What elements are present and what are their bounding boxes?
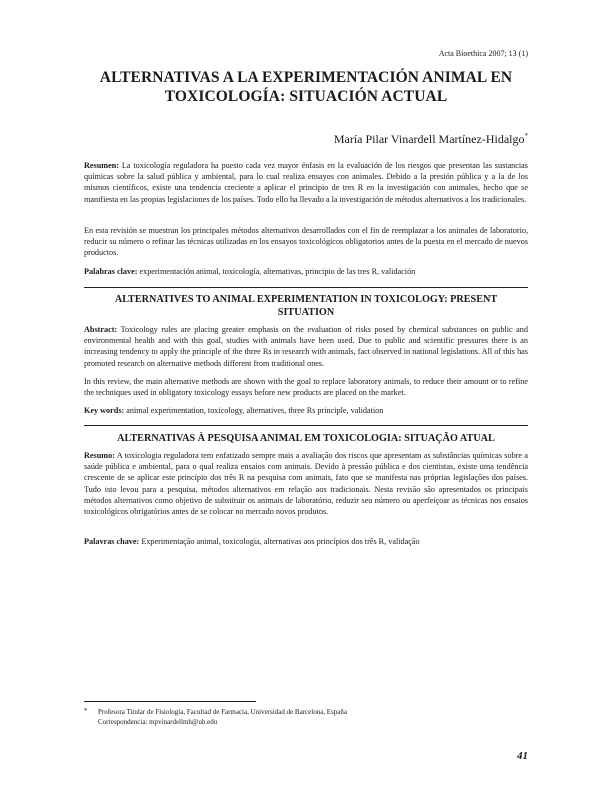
portuguese-keywords <box>84 536 528 547</box>
portuguese-abstract-label: Resumo: <box>84 451 115 460</box>
portuguese-section-title: ALTERNATIVAS À PESQUISA ANIMAL EM TOXICOLOGIA: SITUAÇÃO ATUAL <box>117 433 495 444</box>
portuguese-abstract <box>84 450 528 517</box>
english-keywords-text: animal experimentation, toxicology, alternatives, three Rs principle, validation <box>126 406 384 415</box>
article-title-line-1: ALTERNATIVAS A LA EXPERIMENTACIÓN ANIMAL EN <box>99 69 513 86</box>
portuguese-keywords-text: Experimentação animal, toxicologia, alternativas aos princípios dos três R, validação <box>141 537 420 546</box>
spanish-abstract <box>84 160 528 205</box>
footnote-mark: * <box>84 707 88 715</box>
page <box>84 0 528 792</box>
journal-reference: Acta Bioethica 2007; 13 (1) <box>438 49 528 58</box>
footnote-email: mpvinardellmh@ub.edu <box>149 718 218 726</box>
footnote <box>98 707 347 727</box>
section-divider-english <box>84 287 528 288</box>
footnote-affiliation: Profesora Titular de Fisiología, Facultad de Farmacia, Universidad de Barcelona, España <box>98 708 348 716</box>
portuguese-keywords-label: Palavras chave: <box>84 537 140 546</box>
spanish-keywords <box>84 266 528 277</box>
spanish-abstract-text: La toxicología reguladora ha puesto cada vez mayor énfasis en la evaluación de los riesgos que presentan las sustancias químicas sobre la salud pública y ambiental, para lo cual realiza ensayos con animales. Debido a la presión pública y a la de los mismos científicos, existe una tendencia creciente a aplicar el principio de tres R en la investigación con animales, hecho que se manifiesta en las propias legislaciones de los países. Todo ello ha llevado a la investigación de métodos alternativos a los tradicionales. <box>84 161 528 204</box>
page-number: 41 <box>517 750 528 762</box>
portuguese-abstract-text: A toxicologia reguladora tem enfatizado sempre mais a avaliação dos riscos que apresentam as substâncias químicas sobre a saúde pública e ambiental, para o qual realiza ensaios com animais. Devido à pressão pública e dos cientistas, existe uma tendência crescente de se aplicar este princípio dos três R na pesquisa com animais, fato que se manifesta nas próprias legislações dos países. Tudo isto levou para a pesquisa, métodos alternativos em relação aos tradicionais. Nesta revisão são apresentados os principais métodos alternativos como objetivo de substituir os animais de laboratório, reduzir seu número ou aperfeiçoar as técnicas nos ensaios toxicológicos obrigatórios antes de se colocar no mercado novos produtos. <box>84 451 528 517</box>
article-title-line-2: TOXICOLOGÍA: SITUACIÓN ACTUAL <box>164 88 448 105</box>
spanish-abstract-label: Resumen: <box>84 161 120 170</box>
author <box>334 132 528 147</box>
spanish-keywords-text: experimentación animal, toxicología, alternativas, principio de las tres R, validación <box>139 267 416 276</box>
english-title-line-2: SITUATION <box>277 307 335 318</box>
english-keywords <box>84 405 528 416</box>
author-name: María Pilar Vinardell Martínez-Hidalgo <box>333 132 525 146</box>
english-keywords-label: Key words: <box>84 406 125 415</box>
footnote-correspondence-label: Correspondencia: <box>98 718 148 726</box>
english-abstract-label: Abstract: <box>84 325 118 334</box>
english-title-line-1: ALTERNATIVES TO ANIMAL EXPERIMENTATION IN TOXICOLOGY: PRESENT <box>114 294 498 305</box>
section-divider-portuguese <box>84 425 528 426</box>
english-abstract-paragraph-2: In this review, the main alternative methods are shown with the goal to replace laboratory animals, to reduce their amount or to refine the techniques used in obligatory toxicology essays before new products are placed on the market. <box>84 377 528 398</box>
footnote-divider <box>84 701 256 702</box>
english-section-title <box>84 293 528 319</box>
english-abstract <box>84 324 528 369</box>
spanish-abstract-paragraph-2: En esta revisión se muestran los principales métodos alternativos desarrollados con el fin de reemplazar a los animales de laboratorio, reducir su número o refinar las técnicas utilizadas en los ensayos toxicológicos obligatorios antes de la puesta en el mercado de nuevos productos. <box>84 226 528 258</box>
author-footnote-mark: * <box>524 132 528 140</box>
spanish-keywords-label: Palabras clave: <box>84 267 138 276</box>
article-title <box>84 68 528 106</box>
english-abstract-text: Toxicology rules are placing greater emphasis on the evaluation of risks posed by chemical substances on public and environmental health and with this goal, studies with animals have been used. Due to public and scientific pressures there is an increasing tendency to apply the principle of the three Rs in research with animals, fact observed in national legislations. All of this has promoted research on alternative methods different from traditional ones. <box>84 325 528 368</box>
